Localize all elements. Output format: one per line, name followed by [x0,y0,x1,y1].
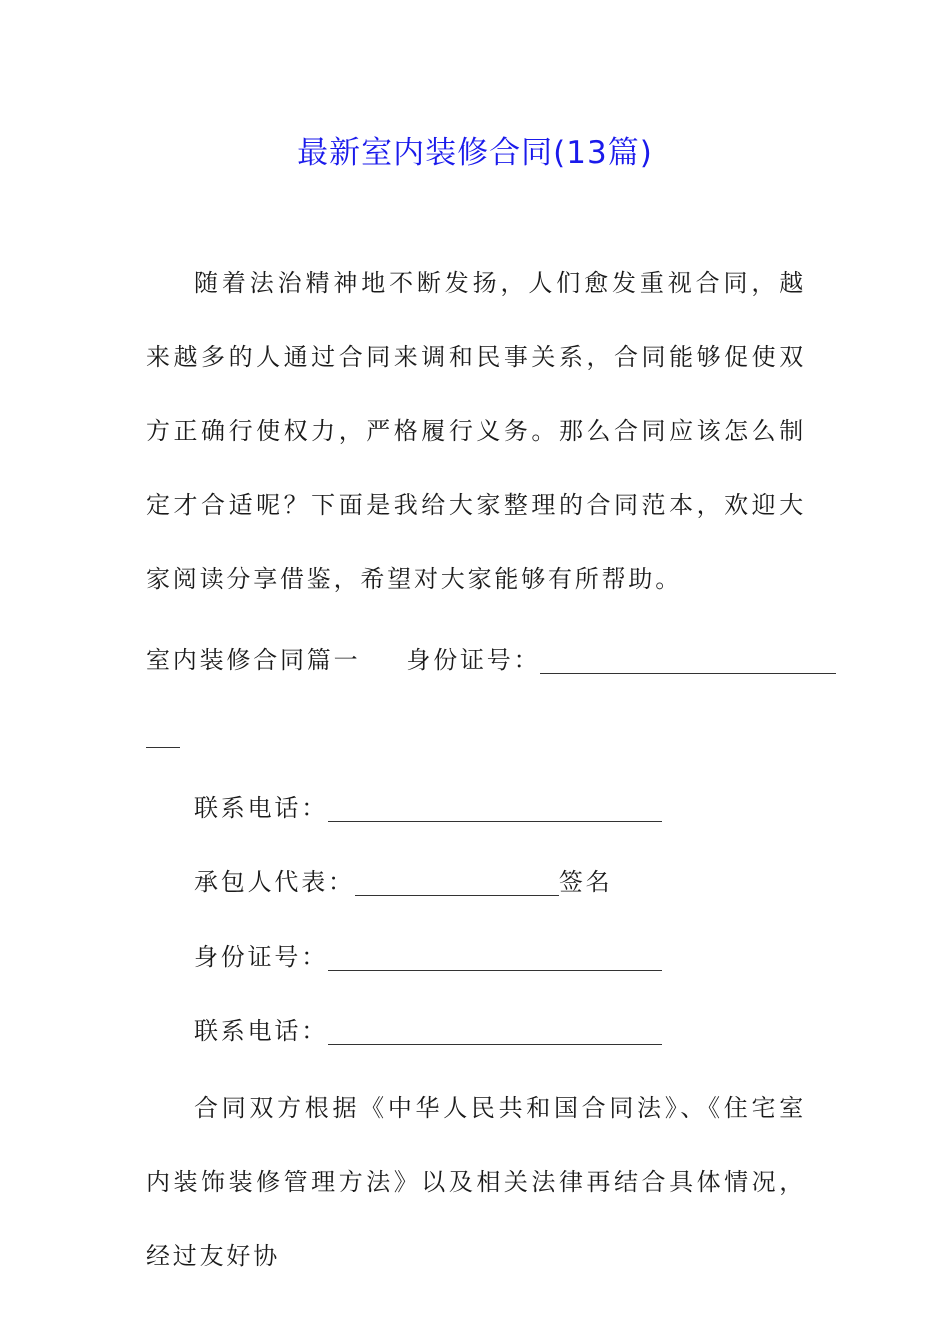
phone-label: 联系电话： [194,794,328,822]
phone-row-2 [194,1011,662,1051]
id-number-row-2 [194,937,662,977]
intro-paragraph: 随着法治精神地不断发扬，人们愈发重视合同，越来越多的人通过合同来调和民事关系，合同能够促使双方正确行使权力，严格履行义务。那么合同应该怎么制定才合适呢？下面是我给大家整理的合同范本，欢迎大家阅读分享借鉴，希望对大家能够有所帮助。 [146,269,806,593]
section-heading: 室内装修合同篇一 [146,646,361,674]
id-number-blank-2 [328,942,662,971]
contractor-rep-row [194,862,612,902]
id-number-blank [540,645,836,674]
document-title: 最新室内装修合同(13篇) [297,135,653,171]
phone-blank-2 [328,1016,662,1045]
agreement-paragraph: 合同双方根据《中华人民共和国合同法》、《住宅室内装饰装修管理方法》以及相关法律再结合具体情况，经过友好协 [146,1094,806,1270]
id-number-blank-continuation [146,719,180,748]
id-number-label-2: 身份证号： [194,943,328,971]
id-number-row [146,640,836,680]
id-number-blank-continuation-row [146,714,180,754]
phone-row [194,788,662,828]
phone-blank [328,793,662,822]
signature-label: 签名 [558,868,613,896]
id-number-label: 身份证号： [406,646,541,674]
phone-label-2: 联系电话： [194,1017,328,1045]
contractor-rep-label: 承包人代表： [194,868,355,896]
contractor-rep-blank [355,867,559,896]
